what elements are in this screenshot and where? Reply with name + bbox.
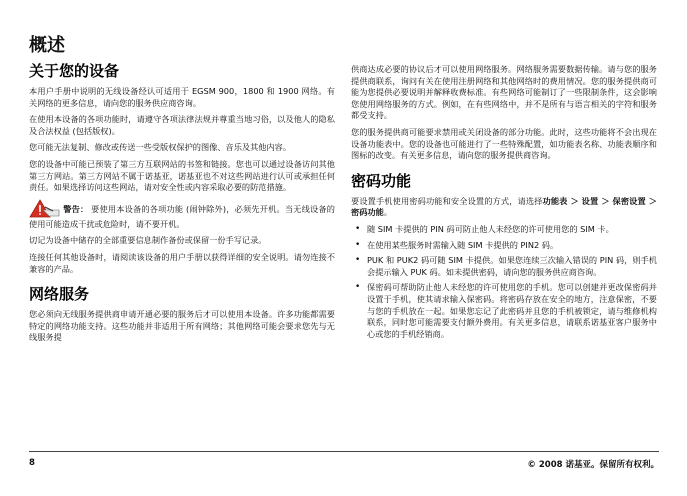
warning-paragraph: [29, 199, 335, 231]
paragraph: 您的服务提供商可能要求禁用或关闭设备的部分功能。此时，这些功能将不会出现在设备功能表中。您的设备也可能进行了一些特殊配置，如功能表名称、功能表顺序和图标的改变。有关更多信息，请向您的服务提供商咨询。: [351, 126, 657, 161]
paragraph: 您可能无法复制、修改或传送一些受版权保护的图像、音乐及其他内容。: [29, 142, 292, 153]
left-column: [29, 62, 335, 349]
warning-label: 警告：: [63, 203, 89, 214]
copyright-notice: © 2008 诺基亚。保留所有权利。: [527, 460, 659, 470]
code-list: [351, 224, 657, 340]
warning-text: 要使用本设备的各项功能 (闹钟除外)，必须先开机。当无线设备的使用可能造成干扰或危险时，请不要开机。: [29, 203, 335, 229]
network-services-heading: 网络服务: [29, 285, 90, 304]
paragraph: 连接任何其他设备时，请阅读该设备的用户手册以获得详细的安全说明。请勿连接不兼容的产品。: [29, 251, 335, 274]
paragraph: [351, 196, 657, 219]
paragraph: 本用户手册中说明的无线设备经认可适用于 EGSM 900，1800 和 1900 网络。有关网络的更多信息，请向您的服务供应商咨询。: [29, 86, 335, 108]
paragraph: 您必须向无线服务提供商申请开通必要的服务后才可以使用本设备。许多功能都需要特定的网络功能支持。这些功能并非适用于所有网络；其他网络可能会要求您先与无线服务提: [29, 309, 335, 343]
about-device-heading: 关于您的设备: [29, 62, 120, 80]
access-codes-heading: 密码功能: [351, 171, 412, 190]
list-item: • PUK 和 PUK2 码可随 SIM 卡提供。如果您连续三次输入错误的 PIN 码，则手机会提示输入 PUK 码。如未提供密码，请向您的服务供应商咨询。: [351, 255, 657, 278]
footer-divider: [29, 451, 659, 452]
page-number: 8: [29, 458, 35, 468]
warning-sign-icon: [29, 199, 61, 219]
menu-path-intro: 要设置手机使用密码功能和安全设置的方式，请选择: [351, 195, 543, 206]
page-title: 概述: [29, 35, 65, 56]
paragraph: 您的设备中可能已预装了第三方互联网站的书签和链接。您也可以通过设备访问其他第三方网站。第三方网站不属于诺基亚，诺基亚也不对这些网站进行认可或承担任何责任。如果选择访问这些网站，请对安全性或内容采取必要的防范措施。: [29, 158, 335, 193]
menu-path-end: 。: [383, 207, 392, 218]
list-item: • 随 SIM 卡提供的 PIN 码可防止他人未经您的许可使用您的 SIM 卡。: [351, 224, 657, 236]
list-item: • 保密码可帮助防止他人未经您的许可使用您的手机。您可以创建并更改保密码并设置于手机，使其请求输入保密码。将密码存放在安全的地方，注意保密，不要与您的手机放在一起。如果您忘记了此密码并且您的手机被锁定，请与维修机构联系，同时您可能需要支付额外费用。有关更多信息，请联系诺基亚客户服务中心或您的手机经销商。: [351, 282, 657, 340]
paragraph: 在使用本设备的各项功能时，请遵守各项法律法规并尊重当地习俗，以及他人的隐私及合法权益 (包括版权)。: [29, 114, 335, 136]
paragraph: 切记为设备中储存的全部重要信息制作备份或保留一份手写记录。: [29, 235, 267, 246]
list-item: • 在使用某些服务时需输入随 SIM 卡提供的 PIN2 码。: [351, 240, 657, 252]
menu-path: 功能表 ＞ 设置 ＞ 保密设置 ＞ 密码功能: [351, 195, 657, 218]
right-column: [351, 64, 657, 344]
paragraph: 供商达成必要的协议后才可以使用网络服务。网络服务需要数据传输。请与您的服务提供商联系，询问有关在使用注册网络和其他网络时的费用情况。您的服务提供商可能为您提供必要说明并解释收费标准。有些网络可能制订了一些限制条件，这会影响您使用网络服务的方式。例如，在有些网络中，并不是所有与语言相关的字符和服务都受支持。: [351, 64, 657, 121]
